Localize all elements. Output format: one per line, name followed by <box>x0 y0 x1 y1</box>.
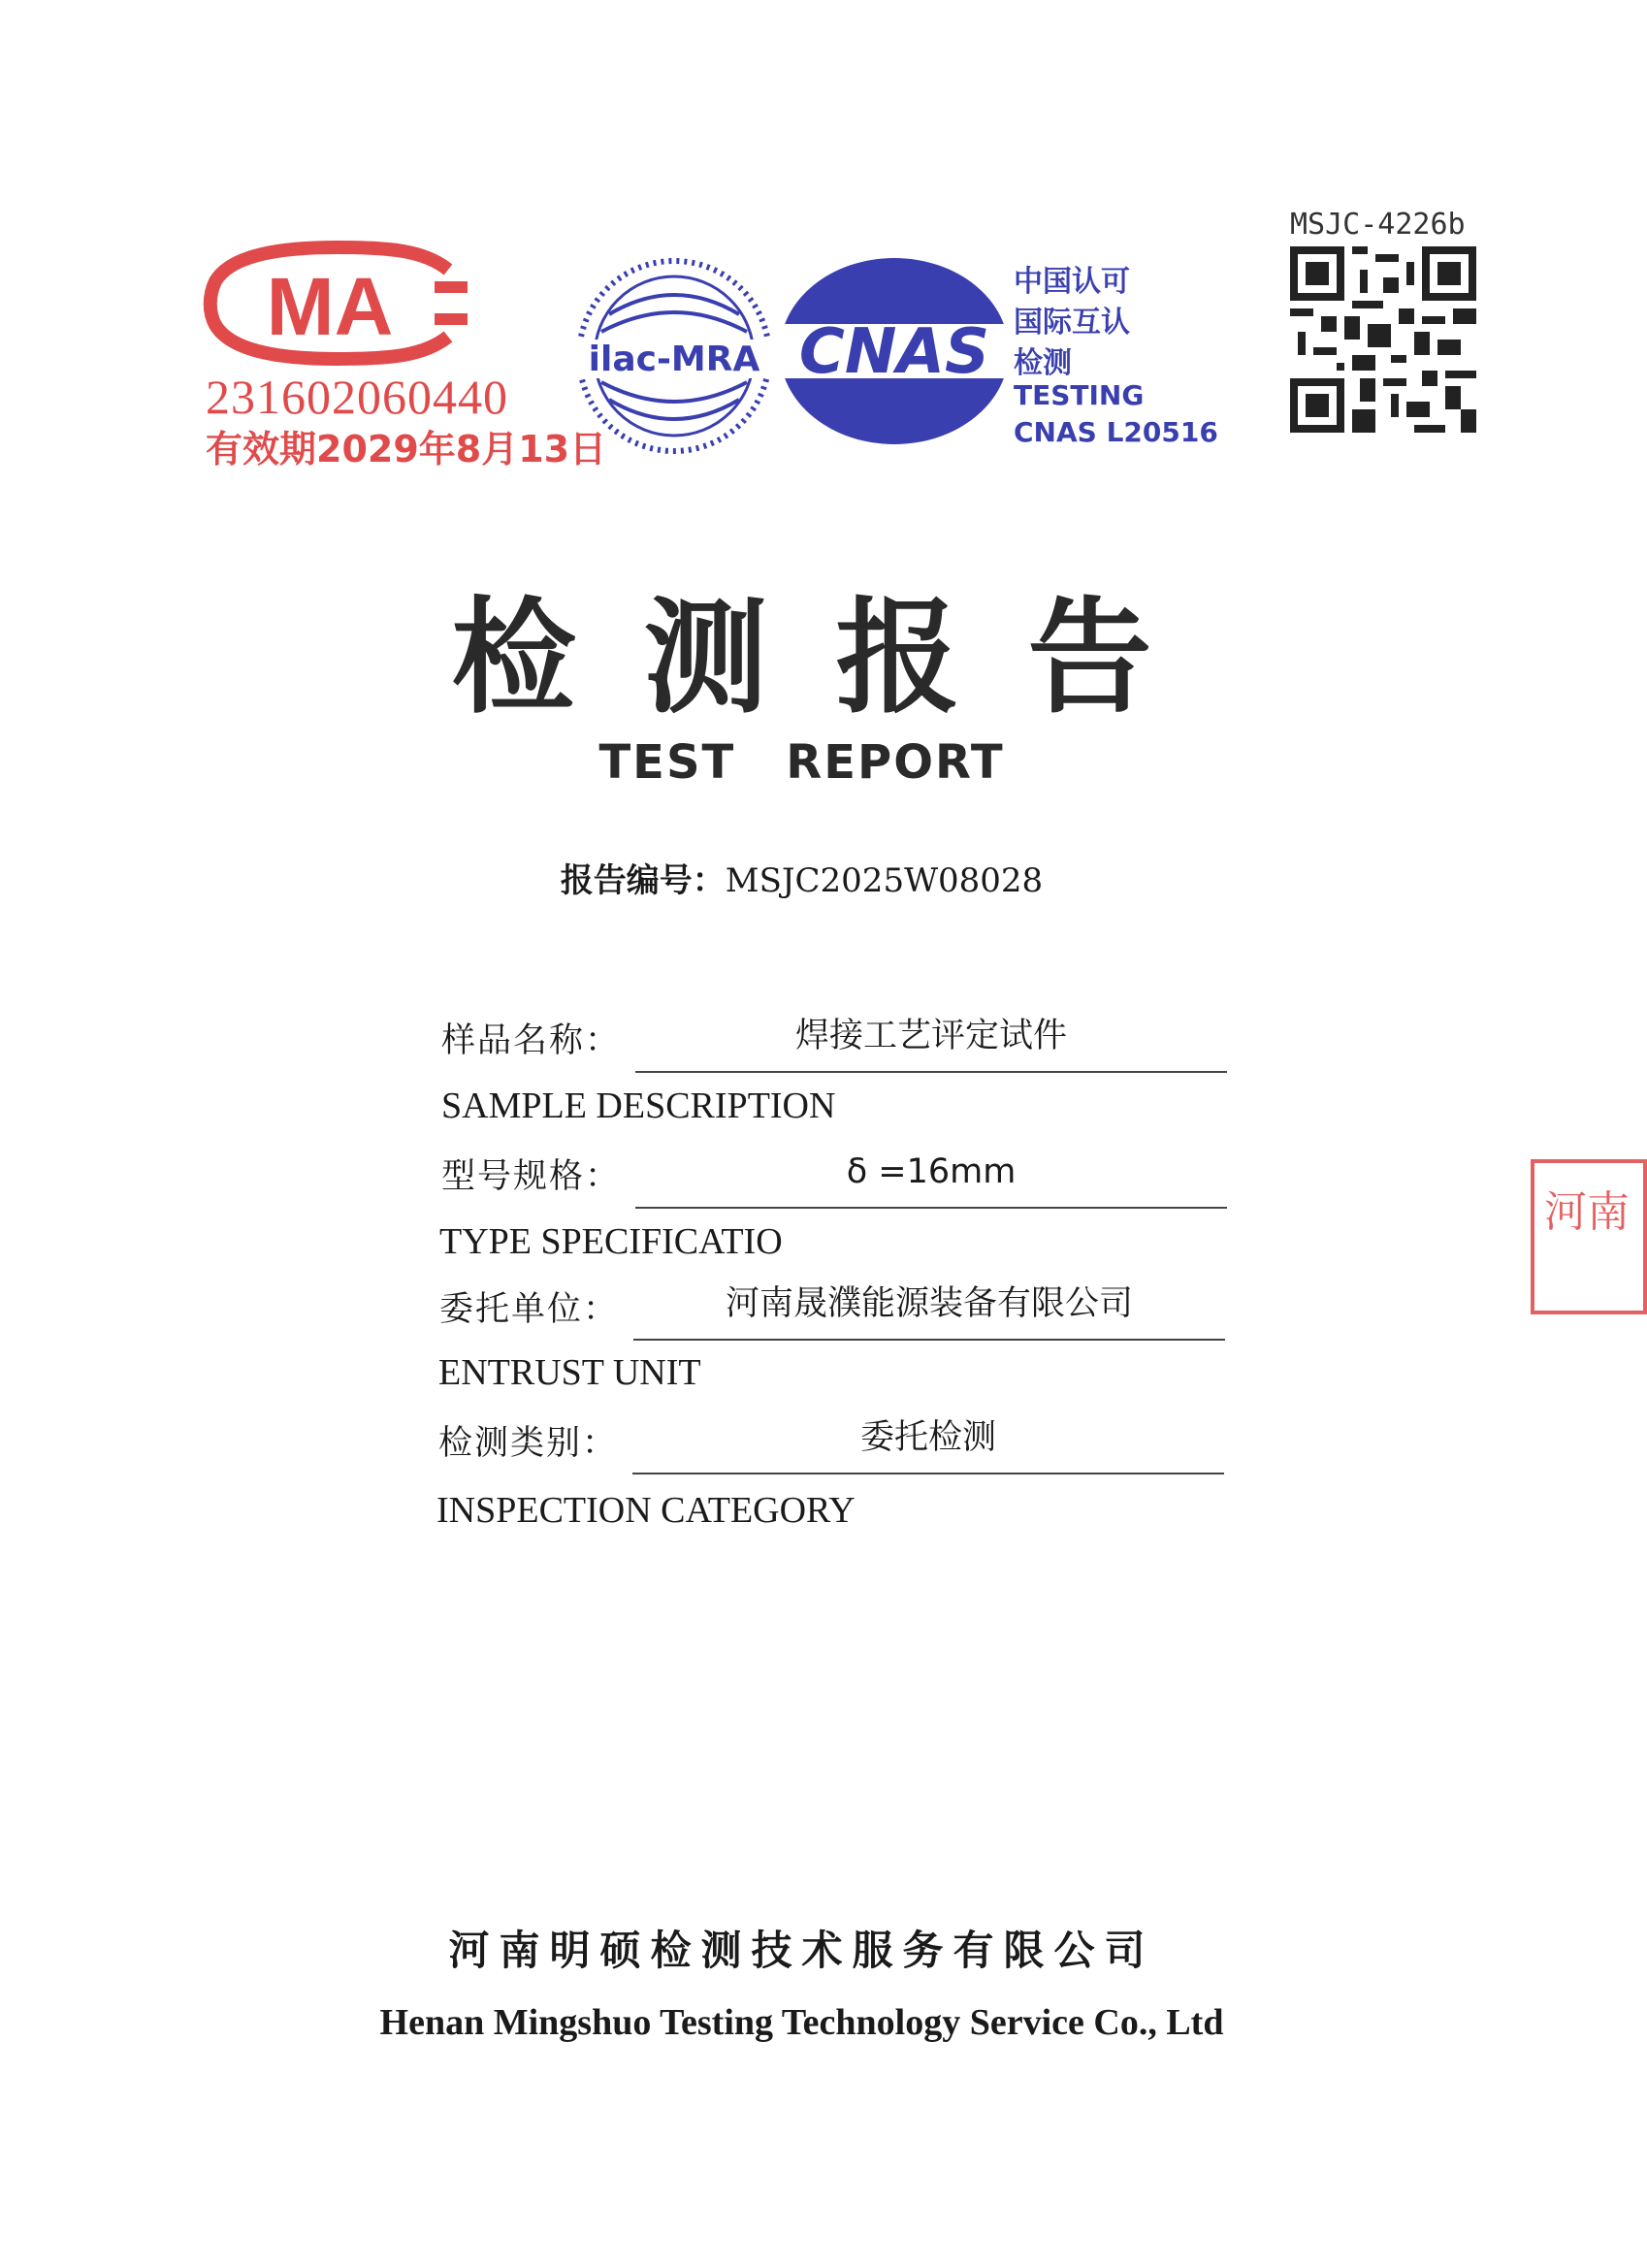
cma-cert-number: 231602060440 <box>206 370 508 424</box>
sample-value: 焊接工艺评定试件 <box>635 1011 1227 1073</box>
cnas-text-testing: TESTING <box>1014 379 1145 411</box>
type-value: δ =16mm <box>635 1147 1227 1209</box>
type-label-en: TYPE SPECIFICATIO <box>439 1221 783 1262</box>
report-title-en <box>0 735 1603 790</box>
entrust-value: 河南晟濮能源装备有限公司 <box>633 1279 1225 1341</box>
report-number <box>0 854 1603 901</box>
entrust-label-cn: 委托单位： <box>439 1290 620 1329</box>
cnas-text-line1: 中国认可 <box>1014 265 1130 299</box>
company-seal-stamp <box>1531 1159 1647 1314</box>
category-label-en: INSPECTION CATEGORY <box>436 1490 856 1531</box>
cnas-accreditation-number: CNAS L20516 <box>1014 416 1218 448</box>
sample-label-en: SAMPLE DESCRIPTION <box>441 1085 836 1126</box>
report-title-en-word1: TEST <box>598 735 736 790</box>
cma-logo-icon <box>206 243 468 364</box>
sample-label-cn: 样品名称： <box>441 1021 622 1060</box>
cnas-text-line3: 检测 <box>1014 346 1072 380</box>
category-label-cn: 检测类别： <box>438 1424 619 1463</box>
cnas-logo-icon <box>776 254 1014 448</box>
report-title-cn: 检测报告 <box>451 586 1220 730</box>
cma-expiry-date: 有效期2029年8月13日 <box>206 428 607 470</box>
report-title-en-word2: REPORT <box>786 735 1005 790</box>
type-label-cn: 型号规格： <box>441 1157 622 1196</box>
report-number-value: MSJC2025W08028 <box>725 861 1044 900</box>
entrust-label-en: ENTRUST UNIT <box>438 1352 701 1393</box>
ilac-mra-logo-icon <box>572 254 776 458</box>
qr-code-label: MSJC-4226b <box>1290 208 1466 242</box>
report-number-label: 报告编号： <box>560 861 726 900</box>
cnas-text-line2: 国际互认 <box>1014 306 1130 340</box>
qr-code-icon <box>1290 246 1476 433</box>
svg-text:ilac-MRA: ilac-MRA <box>588 340 760 379</box>
stamp-text: 河南 <box>1544 1187 1630 1237</box>
svg-text:CNAS: CNAS <box>798 316 990 388</box>
company-name-cn: 河南明硕检测技术服务有限公司 <box>448 1927 1155 1974</box>
category-value: 委托检测 <box>632 1412 1224 1474</box>
company-name-en: Henan Mingshuo Testing Technology Service Co., Ltd <box>379 2002 1224 2043</box>
svg-text:MA: MA <box>266 261 394 352</box>
